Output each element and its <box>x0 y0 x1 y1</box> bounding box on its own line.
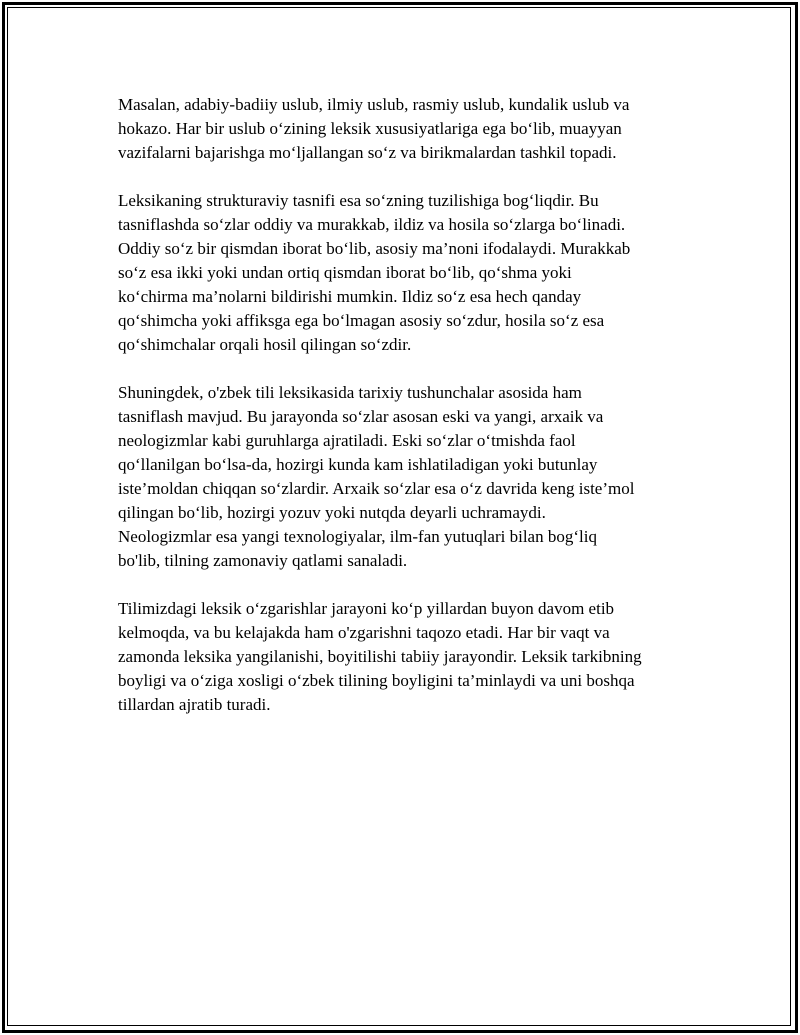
paragraph-2: Leksikaning strukturaviy tasnifi esa so‘zning tuzilishiga bog‘liqdir. Bu tasniflashda so‘zlar oddiy va murakkab, ildiz va hosila so‘zlarga bo‘linadi. Oddiy so‘z bir qismdan iborat bo‘lib, asosiy ma’noni ifodalaydi. Murakkab so‘z esa ikki yoki undan ortiq qismdan iborat bo‘lib, qo‘shma yoki ko‘chirma ma’nolarni bildirishi mumkin. Ildiz so‘z esa hech qanday qo‘shimcha yoki affiksga ega bo‘lmagan asosiy so‘zdur, hosila so‘z esa qo‘shimchalar orqali hosil qilingan so‘zdir. <box>118 191 631 354</box>
paragraph-3: Shuningdek, o'zbek tili leksikasida tarixiy tushunchalar asosida ham tasniflash mavjud. Bu jarayonda so‘zlar asosan eski va yangi, arxaik va neologizmlar kabi guruhlarga ajratiladi. Eski so‘zlar o‘tmishda faol qo‘llanilgan bo‘lsa-da, hozirgi kunda kam ishlatiladigan yoki butunlay iste’moldan chiqqan so‘zlardir. Arxaik so‘zlar esa o‘z davrida keng iste’mol qilingan bo‘lib, hozirgi yozuv yoki nutqda deyarli uchramaydi. Neologizmlar esa yangi texnologiyalar, ilm-fan yutuqlari bilan bog‘liq bo'lib, tilning zamonaviy qatlami sanaladi. <box>118 383 635 570</box>
paragraph-4: Tilimizdagi leksik o‘zgarishlar jarayoni ko‘p yillardan buyon davom etib kelmoqda, va bu kelajakda ham o'zgarishni taqozo etadi. Har bir vaqt va zamonda leksika yangilanishi, boyitilishi tabiiy jarayondir. Leksik tarkibning boyligi va o‘ziga xosligi o‘zbek tilining boyligini ta’minlaydi va uni boshqa tillardan ajratib turadi. <box>118 599 642 714</box>
paragraph-1: Masalan, adabiy-badiiy uslub, ilmiy uslub, rasmiy uslub, kundalik uslub va hokazo. Har bir uslub o‘zining leksik xususiyatlariga ega bo‘lib, muayyan vazifalarni bajarishga mo‘ljallangan so‘z va birikmalardan tashkil topadi. <box>118 95 630 162</box>
document-body <box>118 93 698 741</box>
